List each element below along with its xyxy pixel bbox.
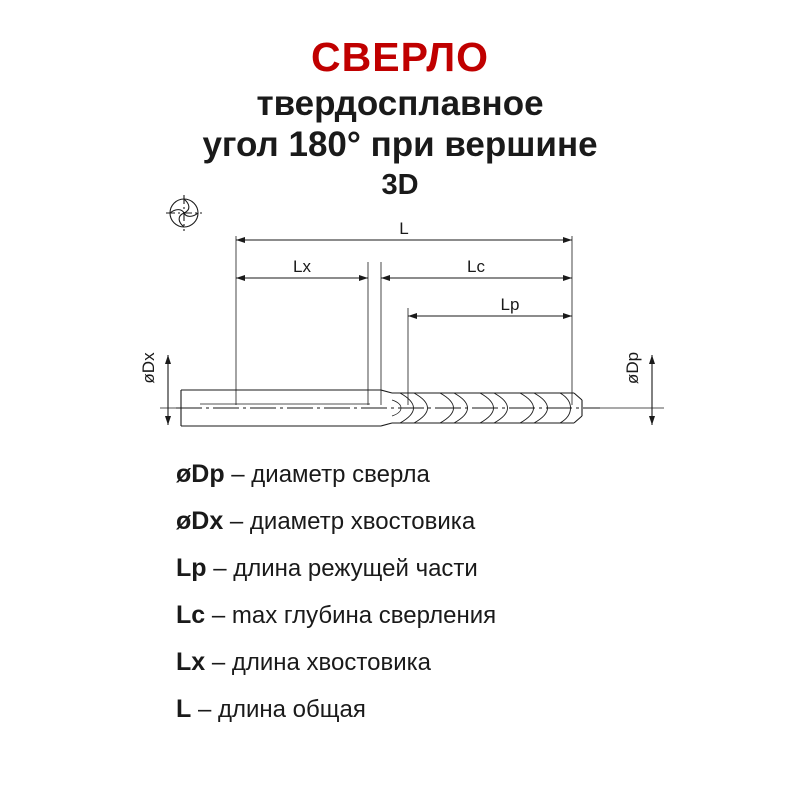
legend-text-lc: – max глубина сверления (205, 602, 497, 629)
legend-symbol-lx: Lx (176, 648, 206, 676)
technical-drawing (0, 190, 800, 470)
legend-text-lp: – длина режущей части (206, 555, 478, 582)
title-subtitle-3: 3D (381, 168, 419, 201)
legend-text-lx: – длина хвостовика (205, 649, 431, 676)
dimension-label-L: L (399, 219, 409, 238)
drill-cross-section-icon (166, 195, 202, 231)
legend-symbol-l: L (176, 695, 192, 723)
legend-text-l: – длина общая (191, 696, 366, 723)
legend-item-dp (176, 462, 736, 487)
legend-item-dx (176, 509, 736, 534)
legend-symbol-dp: øDp (176, 460, 225, 488)
legend-symbol-dx: øDx (176, 507, 224, 535)
dimension-label-Dx: øDx (139, 352, 158, 384)
legend-list (176, 462, 736, 744)
legend-item-lx (176, 650, 736, 675)
title-block (0, 36, 800, 202)
legend-text-dx: – диаметр хвостовика (223, 508, 476, 535)
dimension-label-Lx: Lx (293, 257, 311, 276)
title-subtitle-2: угол 180° при вершине (202, 125, 598, 165)
dimension-label-Lp: Lp (500, 295, 520, 314)
legend-symbol-lp: Lp (176, 554, 207, 582)
legend-item-lc (176, 603, 736, 628)
legend-item-l (176, 697, 736, 722)
legend-symbol-lc: Lc (176, 601, 206, 629)
legend-text-dp: – диаметр сверла (224, 461, 430, 488)
page-title: СВЕРЛО (311, 34, 489, 80)
legend-item-lp (176, 556, 736, 581)
dimension-label-Dp: øDp (623, 351, 642, 385)
dimension-label-Lc: Lc (467, 257, 485, 276)
title-subtitle-1: твердосплавное (256, 84, 544, 124)
